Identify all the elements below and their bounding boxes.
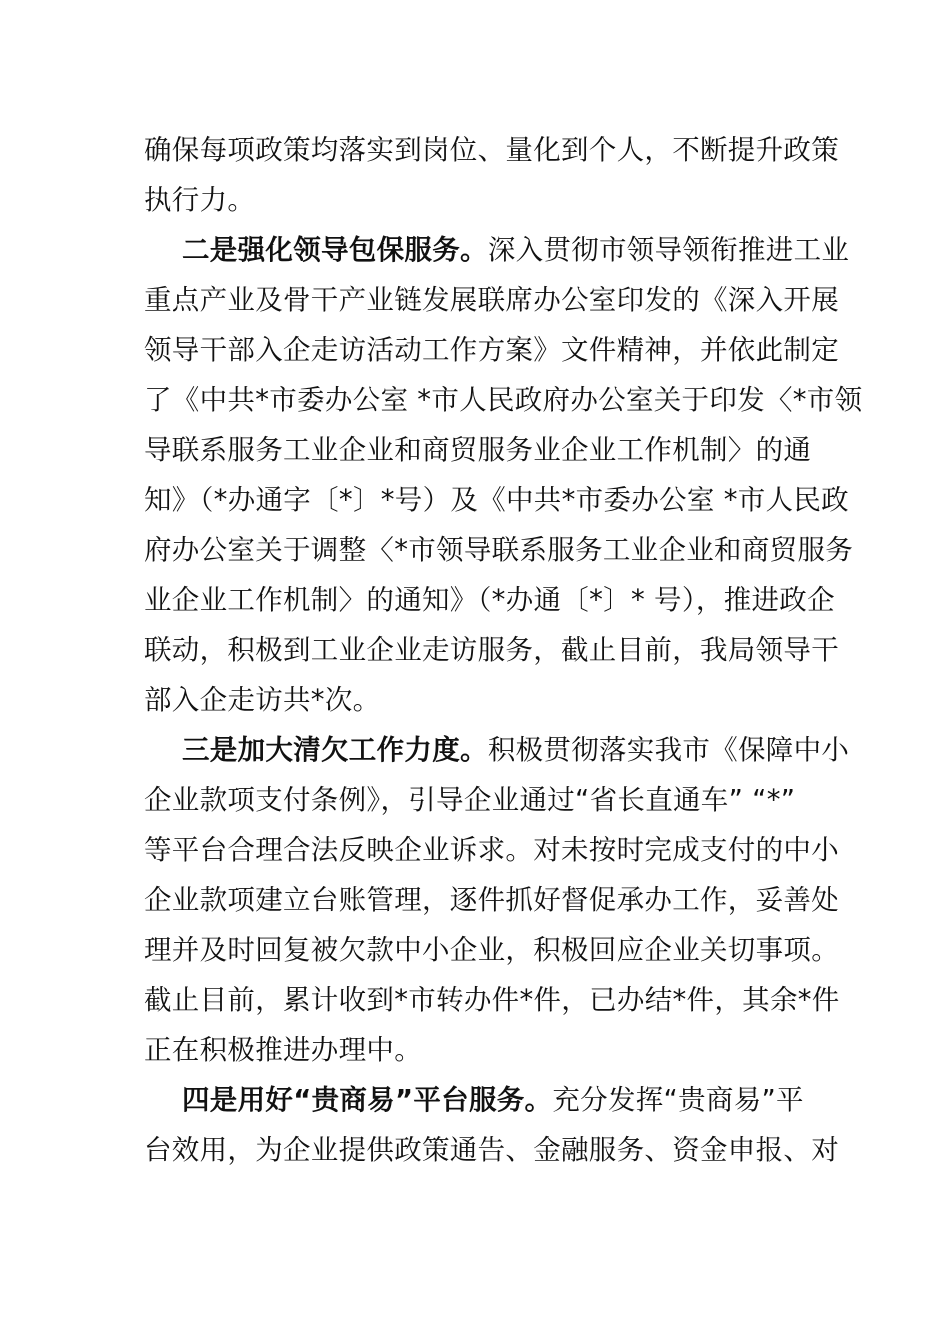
paragraph-leadership-service bbox=[144, 225, 863, 725]
text-line: 导联系服务工业企业和商贸服务业企业工作机制〉的通 bbox=[144, 434, 812, 466]
text-line: 部入企走访共*次。 bbox=[144, 684, 381, 716]
text-line: 业企业工作机制〉的通知》（*办通〔*〕* 号），推进政企 bbox=[144, 584, 835, 616]
text-run: 深入贯彻市领导领衔推进工业 bbox=[487, 234, 850, 266]
paragraph-heading: 三是加大清欠工作力度。 bbox=[182, 734, 488, 766]
text-line bbox=[144, 1075, 808, 1125]
text-line: 联动，积极到工业企业走访服务，截止目前，我局领导干 bbox=[144, 634, 839, 666]
text-line: 台效用，为企业提供政策通告、金融服务、资金申报、对 bbox=[144, 1134, 839, 1166]
text-line: 等平台合理合法反映企业诉求。对未按时完成支付的中小 bbox=[144, 834, 839, 866]
paragraph-heading: 二是强化领导包保服务。 bbox=[182, 234, 488, 266]
paragraph-platform-service bbox=[144, 1075, 839, 1175]
text-line: 企业款项建立台账管理，逐件抓好督促承办工作，妥善处 bbox=[144, 884, 839, 916]
document-body bbox=[144, 125, 863, 1175]
text-line bbox=[144, 725, 850, 775]
text-line: 截止目前，累计收到*市转办件*件，已办结*件，其余*件 bbox=[144, 984, 840, 1016]
text-run: 积极贯彻落实我市《保障中小 bbox=[487, 734, 850, 766]
text-line: 了《中共*市委办公室 *市人民政府办公室关于印发〈*市领 bbox=[144, 384, 863, 416]
text-line: 正在积极推进办理中。 bbox=[144, 1034, 422, 1066]
text-line bbox=[144, 225, 850, 275]
paragraph-heading: 四是用好“贵商易”平台服务。 bbox=[182, 1084, 553, 1116]
text-run: 充分发挥“贵商易”平 bbox=[552, 1084, 804, 1116]
text-line: 重点产业及骨干产业链发展联席办公室印发的《深入开展 bbox=[144, 284, 839, 316]
text-line: 理并及时回复被欠款中小企业，积极回应企业关切事项。 bbox=[144, 934, 839, 966]
text-line: 企业款项支付条例》，引导企业通过“省长直通车” “*” bbox=[144, 784, 796, 816]
text-line: 知》（*办通字〔*〕*号）及《中共*市委办公室 *市人民政 bbox=[144, 484, 849, 516]
text-line: 确保每项政策均落实到岗位、量化到个人，不断提升政策 bbox=[144, 134, 839, 166]
paragraph-arrears-clearing bbox=[144, 725, 850, 1075]
text-line: 执行力。 bbox=[144, 184, 256, 216]
paragraph-policy-execution bbox=[144, 125, 839, 225]
text-line: 领导干部入企走访活动工作方案》文件精神，并依此制定 bbox=[144, 334, 839, 366]
text-line: 府办公室关于调整〈*市领导联系服务工业企业和商贸服务 bbox=[144, 534, 854, 566]
